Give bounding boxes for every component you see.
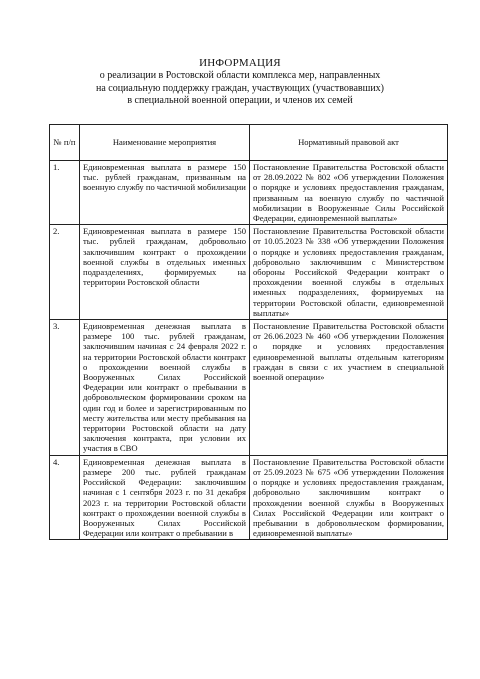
legal-act: Постановление Правительства Ростовской области от 28.09.2022 № 802 «Об утверждении Положения о порядке и условиях предоставления гражданам, призванным на военную службу по частичной мобилизации в Вооруженные Силы Российской Федерации, единовременной выплаты»	[250, 161, 448, 225]
table-header-row	[50, 125, 448, 161]
document-title: ИНФОРМАЦИЯ	[199, 57, 281, 69]
header-num: № п/п	[50, 125, 80, 161]
legal-act: Постановление Правительства Ростовской области от 26.06.2023 № 460 «Об утверждении Положения о порядке и условиях предоставления единовременной выплаты отдельным категориям граждан в связи с их участием в специальной военной операции»	[250, 320, 448, 456]
header-name: Наименование мероприятия	[80, 125, 250, 161]
table-row	[50, 161, 448, 225]
document-subtitle-line-2: на социальную поддержку граждан, участвующих (участвовавших)	[95, 82, 385, 94]
document-subtitle-line-1: о реализации в Ростовской области комплекса мер, направленных	[99, 70, 381, 81]
legal-act: Постановление Правительства Ростовской области от 25.09.2023 № 675 «Об утверждении Положения о порядке и условиях предоставления гражданам, добровольно заключившим контракт о прохождении военной службы в Вооруженных Силах Российской Федерации или контракт о пребывании в добровольческом формировании, единовременной выплаты»	[250, 455, 448, 540]
measure-name: Единовременная выплата в размере 150 тыс. рублей гражданам, призванным на военную службу по частичной мобилизации	[80, 161, 250, 225]
row-number: 2.	[50, 225, 80, 320]
measure-name: Единовременная денежная выплата в размере 200 тыс. рублей гражданам Российской Федерации: заключившим начиная с 1 сентября 2023 г. по 31 декабря 2023 г. на территории Ростовской области контракт о прохождении военной службы в Вооруженных Силах Российской Федерации или контракт о пребывании в	[80, 455, 250, 540]
row-number: 3.	[50, 320, 80, 456]
row-number: 1.	[50, 161, 80, 225]
table-row	[50, 320, 448, 456]
measure-name: Единовременная денежная выплата в размере 100 тыс. рублей гражданам, заключившим начиная с 24 февраля 2022 г. на территории Ростовской области контракт о прохождении военной службы в Вооруженных Силах Российской Федерации или контракт о пребывании в добровольческом формировании сроком на один год и более и зарегистрированным по месту жительства или месту пребывания на территории Ростовской области на дату заключения контракта, при условии их участия в СВО	[80, 320, 250, 456]
header-act: Нормативный правовой акт	[250, 125, 448, 161]
measures-table	[49, 124, 448, 540]
measure-name: Единовременная выплата в размере 150 тыс. рублей гражданам, добровольно заключившим контракт о прохождении военной службы в отдельных именных подразделениях, формируемых на территории Ростовской области	[80, 225, 250, 320]
row-number: 4.	[50, 455, 80, 540]
document-header	[0, 57, 480, 108]
table-row	[50, 455, 448, 540]
table-row	[50, 225, 448, 320]
document-subtitle-line-3: в специальной военной операции, и членов их семей	[127, 95, 353, 106]
legal-act: Постановление Правительства Ростовской области от 10.05.2023 № 338 «Об утверждении Положения о порядке и условиях предоставления гражданам, добровольно заключившим с Министерством обороны Российской Федерации контракт о прохождении военной службы в отдельных именных подразделениях, формируемых на территории Ростовской области, единовременной выплаты»	[250, 225, 448, 320]
